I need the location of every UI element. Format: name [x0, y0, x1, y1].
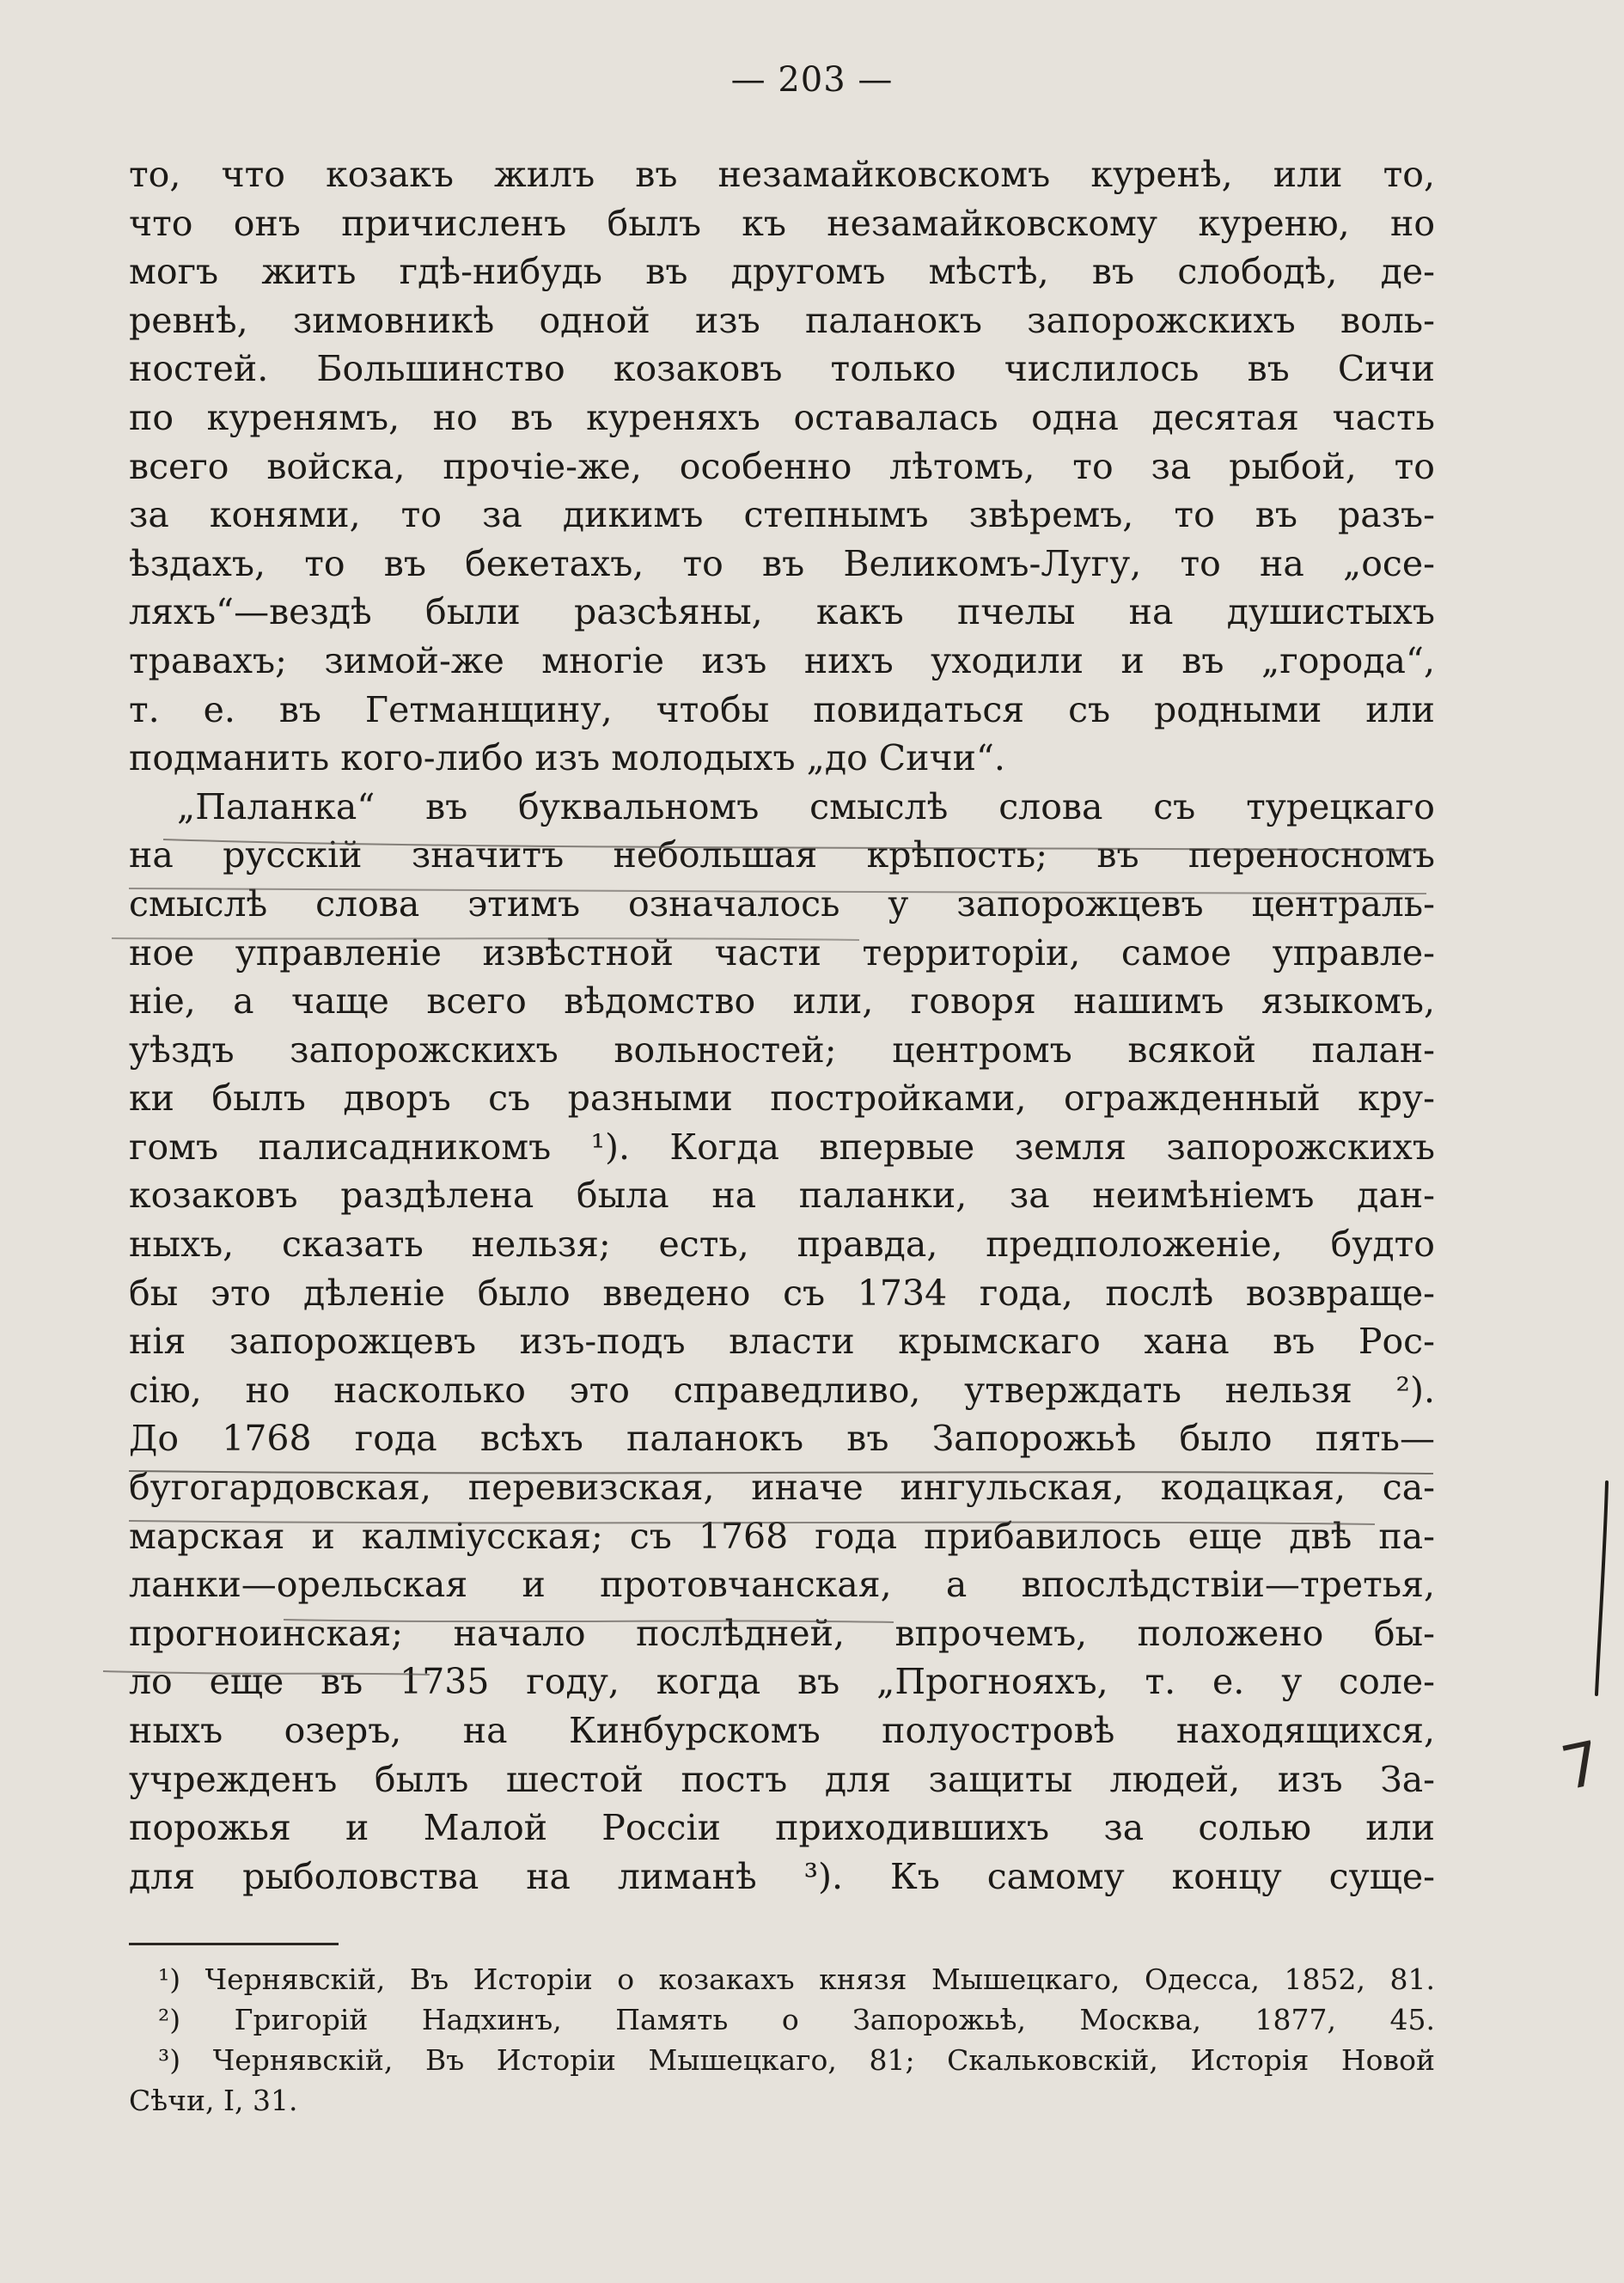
text-line: ностей. Большинство козаковъ только числилось въ Сичи	[129, 348, 1435, 390]
footnotes	[129, 1959, 1435, 2121]
text-line: за конями, то за дикимъ степнымъ звѣремъ, то въ разъ-	[129, 494, 1435, 536]
text-line: До 1768 года всѣхъ паланокъ въ Запорожьѣ было пять—	[129, 1418, 1435, 1460]
text-line: ляхъ“—вездѣ были разсѣяны, какъ пчелы на душистыхъ	[129, 591, 1435, 633]
text-line: ное управленіе извѣстной части территоріи, самое управле-	[129, 931, 1435, 974]
text-line: т. е. въ Гетманщину, чтобы повидаться съ родными или	[129, 688, 1435, 730]
text-line: ныхъ озеръ, на Кинбурскомъ полуостровѣ находящихся,	[129, 1710, 1435, 1751]
marginal-handwritten-number: 7	[1554, 1727, 1608, 1804]
text-line: порожья и Малой Россіи приходившихъ за солью или	[129, 1807, 1435, 1849]
page-number: — 203 —	[730, 60, 894, 100]
text-line: прогноинская; начало послѣдней, впрочемъ, положено бы-	[129, 1612, 1435, 1654]
footnote: ²) Григорій Надхинъ, Память о Запорожьѣ, Москва, 1877, 45.	[158, 2003, 1435, 2036]
marginal-vertical-line	[1588, 1478, 1614, 1701]
text-line: сію, но насколько это справедливо, утверждать нельзя ²).	[129, 1369, 1435, 1411]
text-line: ніе, а чаще всего вѣдомство или, говоря нашимъ языкомъ,	[129, 980, 1435, 1022]
text-line: ло еще въ 1735 году, когда въ „Прогнояхъ, т. е. у соле-	[129, 1661, 1435, 1703]
text-line: смыслѣ слова этимъ означалось у запорожцевъ централь-	[129, 882, 1435, 925]
text-line: ланки—орельская и протовчанская, а впослѣдствіи—третья,	[129, 1564, 1435, 1606]
text-line: учрежденъ былъ шестой постъ для защиты людей, изъ За-	[129, 1758, 1435, 1800]
text-line: для рыболовства на лиманѣ ³). Къ самому концу суще-	[129, 1855, 1435, 1897]
text-line: ѣздахъ, то въ бекетахъ, то въ Великомъ-Лугу, то на „осе-	[129, 542, 1435, 584]
text-line: нія запорожцевъ изъ-подъ власти крымскаго хана въ Рос-	[129, 1321, 1435, 1363]
text-line: травахъ; зимой-же многіе изъ нихъ уходили и въ „города“,	[129, 639, 1435, 681]
text-line: гомъ палисадникомъ ¹). Когда впервые земля запорожскихъ	[129, 1126, 1435, 1168]
body-text	[129, 150, 1435, 1901]
text-line: бугогардовская, перевизская, иначе ингульская, кодацкая, са-	[129, 1467, 1435, 1509]
text-line: уѣздъ запорожскихъ вольностей; центромъ всякой палан-	[129, 1029, 1435, 1071]
text-line: то, что козакъ жилъ въ незамайковскомъ куренѣ, или то,	[129, 154, 1435, 195]
text-line: что онъ причисленъ былъ къ незамайковскому куреню, но	[129, 202, 1435, 244]
text-line: на русскій значитъ небольшая крѣпость; въ переносномъ	[129, 834, 1435, 876]
text-line: ревнѣ, зимовникѣ одной изъ паланокъ запорожскихъ воль-	[129, 299, 1435, 341]
text-line: козаковъ раздѣлена была на паланки, за неимѣніемъ дан-	[129, 1175, 1435, 1217]
footnote-separator	[129, 1943, 339, 1945]
paragraph-first-line: „Паланка“ въ буквальномъ смыслѣ слова съ турецкаго	[177, 785, 1435, 827]
footnote-continuation: Сѣчи, I, 31.	[129, 2084, 298, 2117]
text-line: ныхъ, сказать нельзя; есть, правда, предположеніе, будто	[129, 1224, 1435, 1266]
text-line: ки былъ дворъ съ разными постройками, огражденный кру-	[129, 1077, 1435, 1120]
text-line: марская и калміусская; съ 1768 года прибавилось еще двѣ па-	[129, 1515, 1435, 1557]
text-line: могъ жить гдѣ-нибудь въ другомъ мѣстѣ, въ слободѣ, де-	[129, 251, 1435, 293]
footnote: ³) Чернявскій, Въ Исторіи Мышецкаго, 81; Скальковскій, Исторія Новой	[158, 2043, 1435, 2077]
footnote: ¹) Чернявскій, Въ Исторіи о козакахъ князя Мышецкаго, Одесса, 1852, 81.	[158, 1963, 1435, 1996]
text-line: по куренямъ, но въ куреняхъ оставалась одна десятая часть	[129, 396, 1435, 438]
text-line: бы это дѣленіе было введено съ 1734 года, послѣ возвраще-	[129, 1272, 1435, 1314]
paragraph-last-line: подманить кого-либо изъ молодыхъ „до Сичи“.	[129, 737, 1005, 779]
text-line: всего войска, прочіе-же, особенно лѣтомъ, то за рыбой, то	[129, 445, 1435, 487]
